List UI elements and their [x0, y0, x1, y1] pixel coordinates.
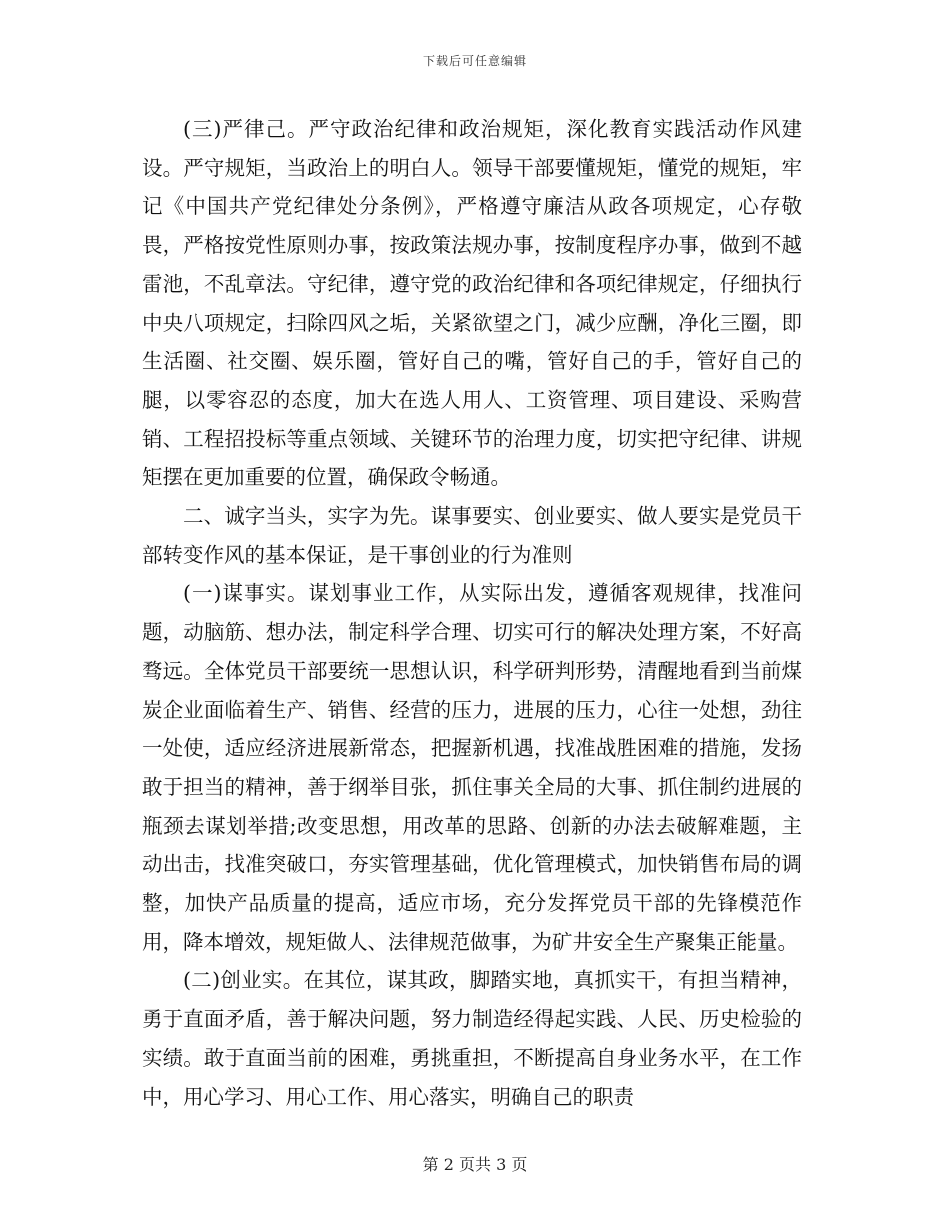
- paragraph-practical-planning: (一)谋事实。谋划事业工作，从实际出发，遵循客观规律，找准问题，动脑筋、想办法，制定科学合理、切实可行的解决处理方案，不好高骛远。全体党员干部要统一思想认识，科学研判形势，清醒地看到当前煤炭企业面临着生产、销售、经营的压力，进展的压力，心往一处想，劲往一处使，适应经济进展新常态，把握新机遇，找准战胜困难的措施，发扬敢于担当的精神，善于纲举目张，抓住事关全局的大事、抓住制约进展的瓶颈去谋划举措;改变思想，用改革的思路、创新的办法去破解难题，主动出击，找准突破口，夯实管理基础，优化管理模式，加快销售布局的调整，加快产品质量的提高，适应市场，充分发挥党员干部的先锋模范作用，降本增效，规矩做人、法律规范做事，为矿井安全生产聚集正能量。: [142, 581, 802, 954]
- document-body: [142, 110, 802, 1116]
- paragraph-section-two-heading: 二、诚字当头，实字为先。谋事要实、创业要实、做人要实是党员干部转变作风的基本保证，是干事创业的行为准则: [142, 504, 802, 567]
- paragraph-strict-self-discipline: (三)严律己。严守政治纪律和政治规矩，深化教育实践活动作风建设。严守规矩，当政治上的明白人。领导干部要懂规矩，懂党的规矩，牢记《中国共产党纪律处分条例》，严格遵守廉洁从政各项规定，心存敬畏，严格按党性原则办事，按政策法规办事，按制度程序办事，做到不越雷池，不乱章法。守纪律，遵守党的政治纪律和各项纪律规定，仔细执行中央八项规定，扫除四风之垢，关紧欲望之门，减少应酬，净化三圈，即生活圈、社交圈、娱乐圈，管好自己的嘴，管好自己的手，管好自己的腿，以零容忍的态度，加大在选人用人、工资管理、项目建设、采购营销、工程招投标等重点领域、关键环节的治理力度，切实把守纪律、讲规矩摆在更加重要的位置，确保政令畅通。: [142, 117, 802, 490]
- paragraph-practical-work: (二)创业实。在其位，谋其政，脚踏实地，真抓实干，有担当精神，勇于直面矛盾，善于解决问题，努力制造经得起实践、人民、历史检验的实绩。敢于直面当前的困难，勇挑重担，不断提高自身业务水平，在工作中，用心学习、用心工作、用心落实，明确自己的职责: [142, 968, 802, 1109]
- page-header: 下载后可任意编辑: [422, 54, 527, 68]
- page-number-footer: 第 2 页共 3 页: [422, 1155, 528, 1174]
